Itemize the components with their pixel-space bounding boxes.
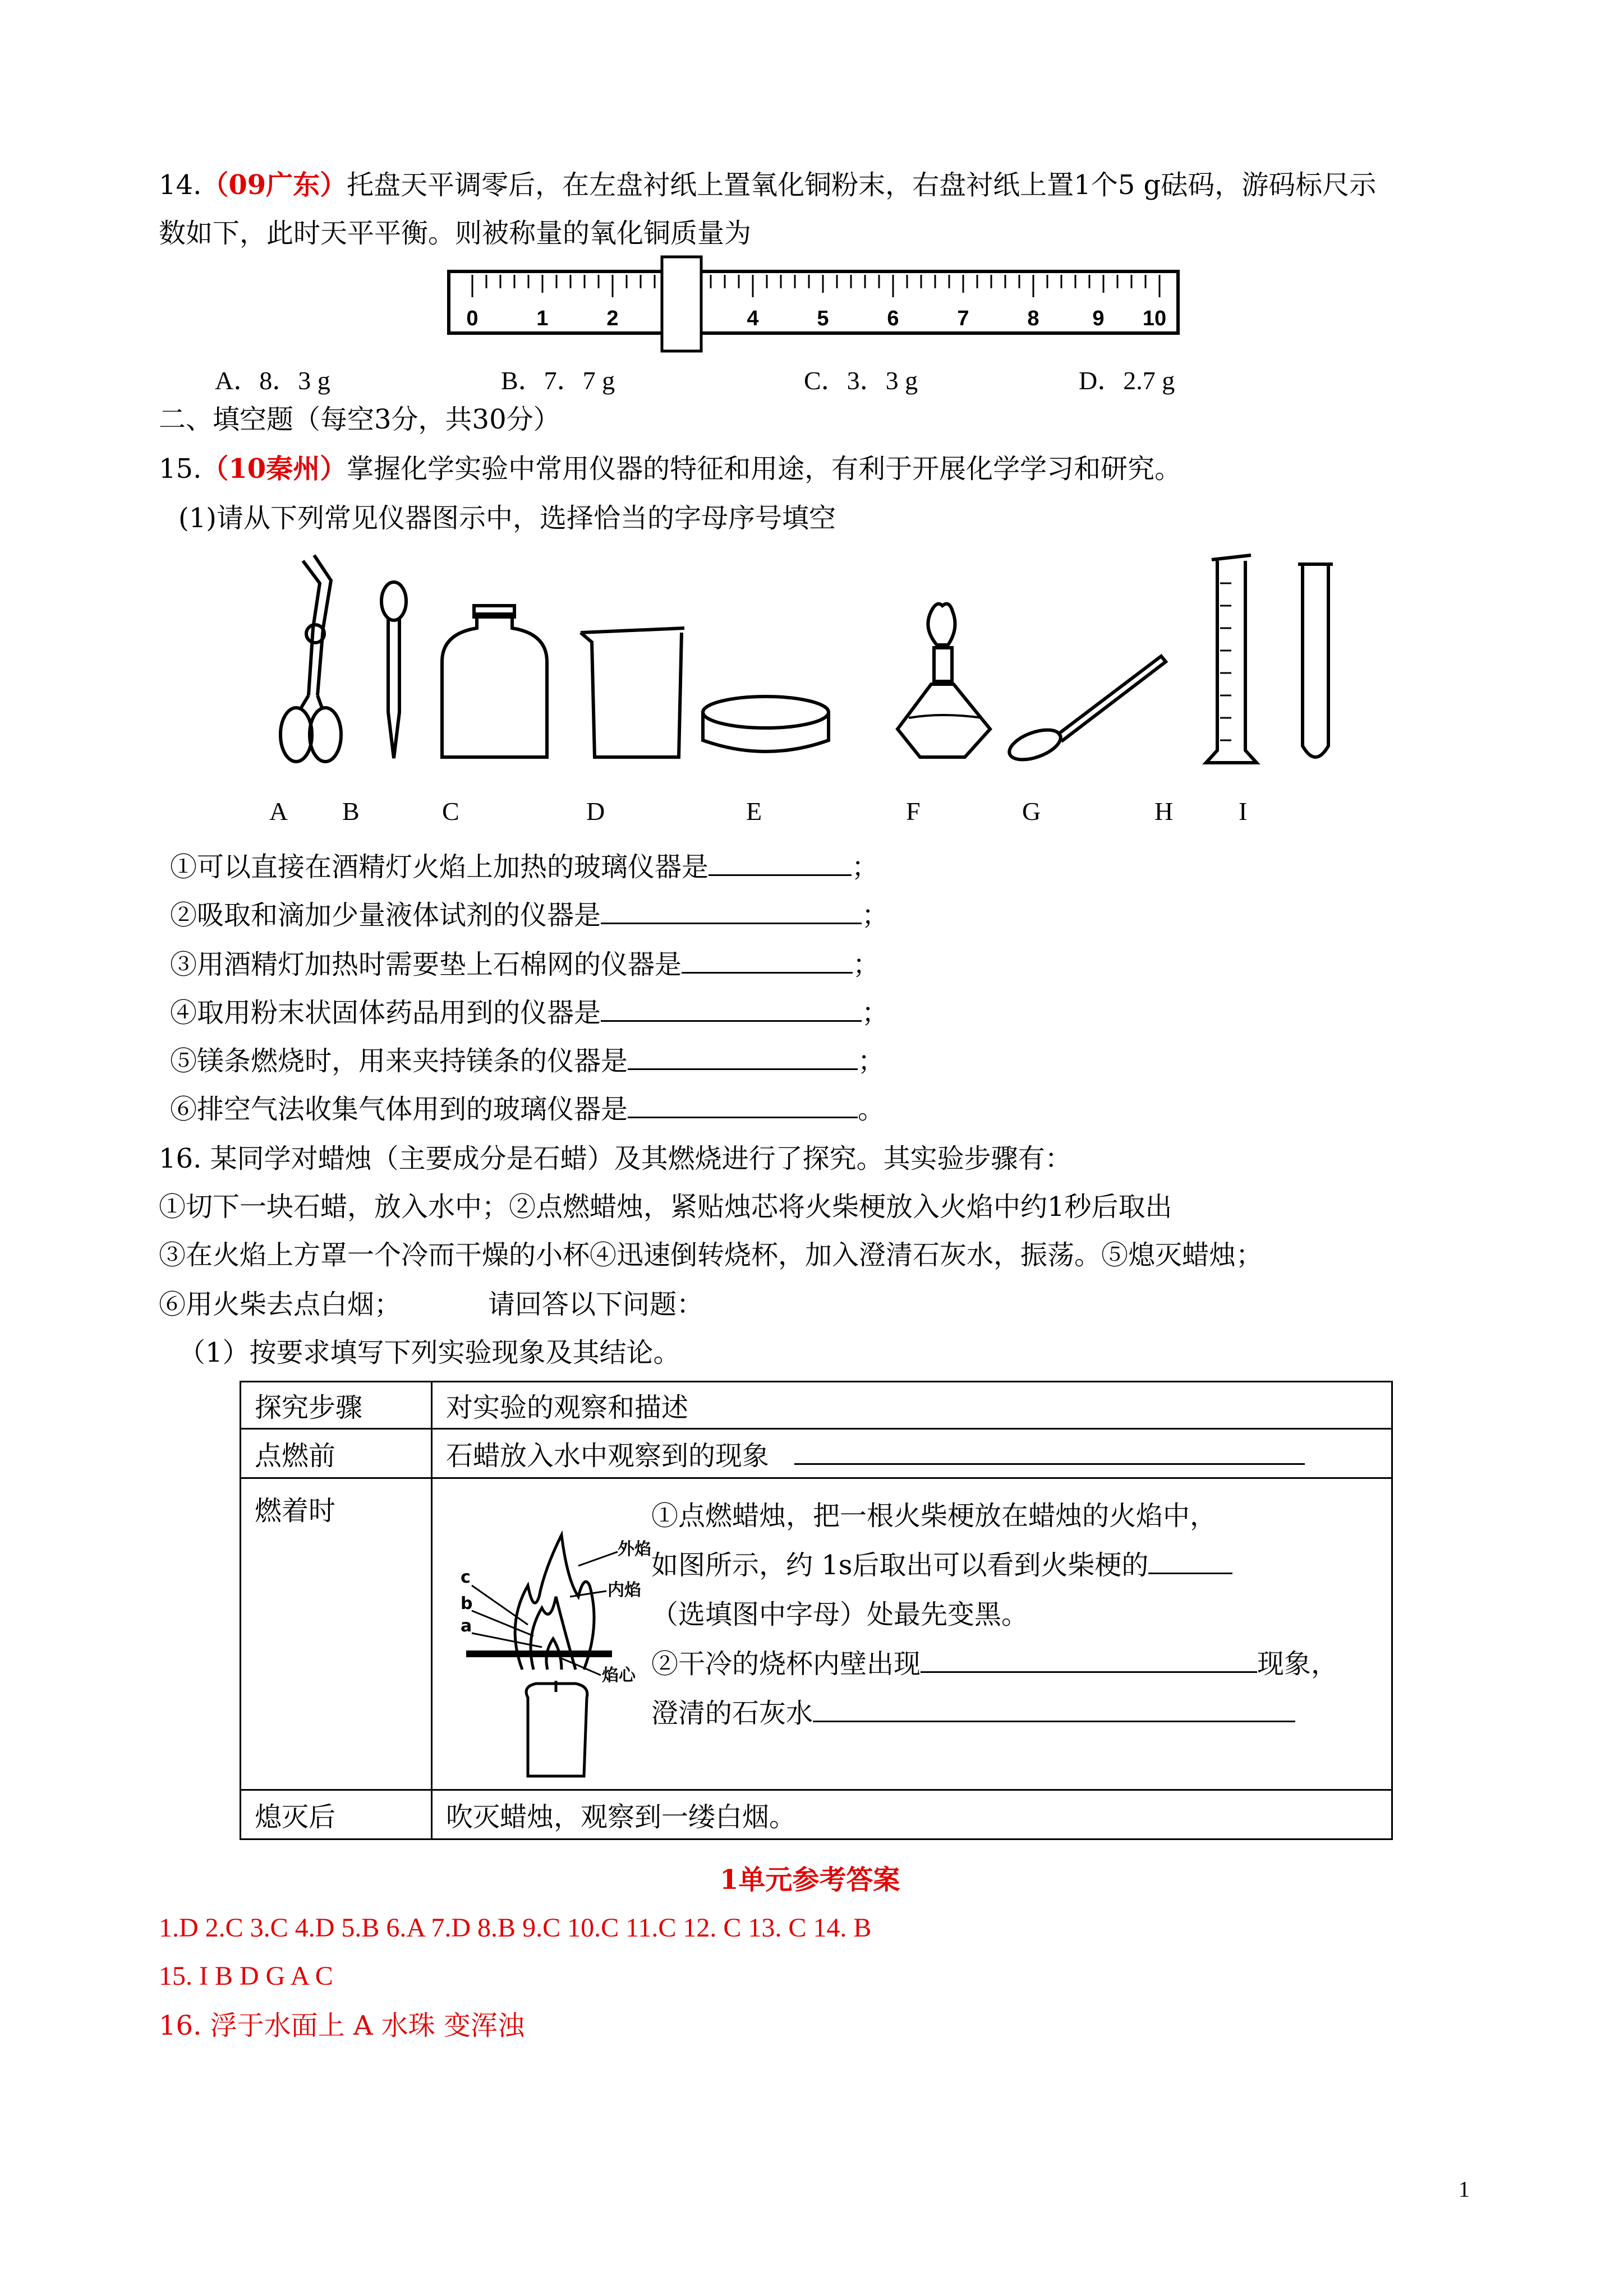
table-row-after: 熄灭后: [241, 1790, 432, 1839]
q16-line4a: ⑥用火柴去点白烟；: [159, 1289, 402, 1320]
ruler-tick-5: 5: [817, 307, 829, 330]
gas-bottle-icon: [442, 606, 547, 757]
q15-text: 掌握化学实验中常用仪器的特征和用途，有利于开展化学学习和研究。: [347, 453, 1182, 485]
answers-line2: 15. I B D G A C: [159, 1961, 333, 1991]
instruments-figure: [269, 550, 1369, 780]
q15-item-1: ①可以直接在酒精灯火焰上加热的玻璃仪器是 ；: [170, 849, 878, 885]
table-header-step: 探究步骤: [241, 1382, 432, 1429]
q16-line4b: 请回答以下问题：: [488, 1289, 704, 1320]
q14-source: （09广东）: [201, 169, 347, 201]
test-tube-icon: [1298, 564, 1333, 757]
q15-item-4: ④取用粉末状固体药品用到的仪器是 ；: [170, 995, 889, 1031]
ruler-tick-1: 1: [536, 307, 549, 330]
beaker-icon: [581, 628, 684, 757]
q14-option-d: D．2.7 g: [1079, 366, 1175, 395]
answer-blank[interactable]: [628, 1092, 858, 1118]
ruler-tick-4: 4: [747, 307, 759, 330]
ruler-tick-8: 8: [1027, 307, 1039, 330]
flame-label-core: 焰心: [602, 1666, 636, 1685]
q14-line2: 数如下，此时天平平衡。则被称量的氧化铜质量为: [159, 218, 752, 249]
burning-description: ①点燃蜡烛，把一根火柴梗放在蜡烛的火焰中， 如图所示，约 1s后取出可以看到火柴梗的 （选填图中字母）处最先变黑。 ②干冷的烧杯内壁出现 现象， 澄清的石灰水: [651, 1500, 1338, 1729]
instrument-letter-f: F: [906, 797, 921, 826]
answer-blank[interactable]: [682, 947, 853, 974]
q14-line1: [159, 167, 1376, 203]
instrument-letter-c: C: [442, 797, 459, 826]
answer-blank[interactable]: [813, 1696, 1295, 1722]
flame-label-outer: 外焰: [618, 1539, 651, 1559]
q15-number: 15.: [159, 453, 202, 485]
flame-label-b: b: [461, 1594, 473, 1613]
table-row-burning: 燃着时: [241, 1478, 432, 1790]
instrument-letter-a: A: [269, 797, 288, 826]
q16-line2: ①切下一块石蜡，放入水中；②点燃蜡烛，紧贴烛芯将火柴梗放入火焰中约1秒后取出: [159, 1191, 1172, 1223]
ruler-tick-9: 9: [1092, 307, 1105, 330]
q15-item-3: ③用酒精灯加热时需要垫上石棉网的仪器是 ；: [170, 947, 880, 983]
answer-blank[interactable]: [601, 995, 862, 1022]
experiment-table: [240, 1381, 1393, 1840]
flame-label-a: a: [461, 1616, 472, 1636]
ruler-tick-10: 10: [1142, 307, 1167, 330]
ruler-tick-0: 0: [466, 307, 479, 330]
q14-option-a: A．8．3 g: [215, 366, 330, 395]
answer-blank[interactable]: [1148, 1548, 1232, 1574]
before-text: 石蜡放入水中观察到的现象: [446, 1440, 770, 1472]
instrument-letter-e: E: [746, 797, 762, 826]
q15-line: [159, 451, 1181, 487]
answer-blank[interactable]: [628, 1044, 858, 1070]
candle-flame-figure: [449, 1513, 651, 1782]
q16-sub1: （1）按要求填写下列实验现象及其结论。: [178, 1337, 680, 1368]
q15-item-5: ⑤镁条燃烧时，用来夹持镁条的仪器是 ；: [170, 1043, 885, 1079]
answers-line3: 16. 浮于水面上 A 水珠 变浑浊: [159, 2010, 525, 2041]
instrument-letter-i: I: [1239, 797, 1248, 826]
ruler-tick-2: 2: [606, 307, 619, 330]
q14-number: 14.: [159, 169, 202, 201]
flame-label-inner: 内焰: [608, 1580, 641, 1600]
answers-title: 1单元参考答案: [720, 1864, 900, 1896]
flame-label-c: c: [461, 1567, 471, 1587]
answer-blank[interactable]: [709, 850, 852, 876]
q16-line1: 16. 某同学对蜡烛（主要成分是石蜡）及其燃烧进行了探究。其实验步骤有：: [159, 1143, 1072, 1174]
table-header-observation: 对实验的观察和描述: [432, 1382, 1392, 1429]
evaporating-dish-icon: [703, 697, 829, 751]
q16-line3: ③在火焰上方罩一个冷而干燥的小杯④迅速倒转烧杯，加入澄清石灰水，振荡。⑤熄灭蜡烛；: [159, 1239, 1263, 1271]
after-text: 吹灭蜡烛，观察到一缕白烟。: [432, 1790, 1392, 1839]
answer-blank[interactable]: [794, 1439, 1305, 1465]
ruler-tick-7: 7: [957, 307, 969, 330]
q14-text1: 托盘天平调零后，在左盘衬纸上置氧化铜粉末，右盘衬纸上置1个5 g砝码，游码标尺示: [347, 169, 1377, 201]
answer-blank[interactable]: [921, 1647, 1257, 1673]
ruler-tick-6: 6: [887, 307, 899, 330]
q15-source: （10秦州）: [201, 453, 347, 485]
section-heading: 二、填空题（每空3分，共30分）: [159, 404, 560, 435]
medicine-spoon-icon: [1005, 656, 1166, 766]
q14-option-c: C．3．3 g: [804, 366, 918, 395]
q14-option-b: B．7．7 g: [501, 366, 615, 395]
instrument-letter-h: H: [1154, 797, 1174, 826]
alcohol-lamp-icon: [898, 604, 990, 757]
table-row-before: 点燃前: [241, 1429, 432, 1478]
q15-item-2: ②吸取和滴加少量液体试剂的仪器是 ；: [170, 897, 889, 933]
instrument-letter-b: B: [342, 797, 360, 826]
dropper-icon: [381, 582, 406, 758]
answers-line1: 1.D 2.C 3.C 4.D 5.B 6.A 7.D 8.B 9.C 10.C 11.C 12. C 13. C 14. B: [159, 1913, 872, 1943]
instrument-letter-g: G: [1022, 797, 1041, 826]
q15-sub1: (1)请从下列常见仪器图示中，选择恰当的字母序号填空: [178, 502, 836, 534]
q15-item-6: ⑥排空气法收集气体用到的玻璃仪器是 。: [170, 1091, 885, 1127]
answer-blank[interactable]: [601, 898, 862, 924]
graduated-cylinder-icon: [1206, 555, 1257, 763]
page-number: 1: [1459, 2177, 1470, 2202]
instrument-letter-d: D: [586, 797, 605, 826]
rider-scale-figure: [443, 252, 1189, 359]
crucible-tongs-icon: [280, 555, 341, 762]
